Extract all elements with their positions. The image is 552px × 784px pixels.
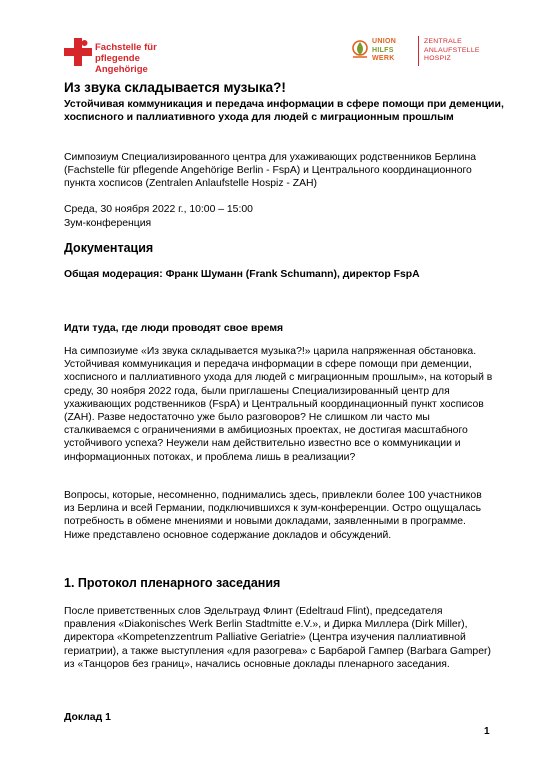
union-hilfswerk-zah-logo xyxy=(350,36,500,68)
fachstelle-logo-text xyxy=(95,42,194,75)
intro-paragraph: Симпозиум Специализированного центра для ухаживающих родственников Берлина (Fachstelle für pflegende Angehörige Berlin - FspA) и Центрального координационного пункта хосписов (Zentralen Anlaufstelle Hospiz - ZAH) xyxy=(64,152,476,190)
zah-line3: HOSPIZ xyxy=(424,55,452,62)
document-subtitle: Устойчивая коммуникация и передача информации в сфере помощи при деменции, хосписного и паллиативного ухода для людей с миграционным прошлым xyxy=(64,98,504,123)
protocol-heading: 1. Протокол пленарного заседания xyxy=(64,576,281,590)
zah-text xyxy=(424,38,480,64)
uhw-line3: WERK xyxy=(372,55,395,62)
moderation-line: Общая модерация: Франк Шуманн (Frank Schumann), директор FspA xyxy=(64,269,420,280)
date-line: Среда, 30 ноября 2022 г., 10:00 – 15:00 xyxy=(64,204,253,215)
report-label: Доклад 1 xyxy=(64,712,111,723)
zah-line1: ZENTRALE xyxy=(424,38,462,45)
uhw-line1: UNION xyxy=(372,38,397,45)
puzzle-cross-icon xyxy=(64,38,92,66)
logo-divider xyxy=(418,36,419,66)
uhw-line2: HILFS xyxy=(372,46,394,54)
leaf-icon xyxy=(350,39,370,63)
paragraph-2: Вопросы, которые, несомненно, поднимались здесь, привлекли более 100 участников из Берлина и всей Германии, подключившихся к зум-конференции. Остро ощущалась потребность в обмене мнениями и новыми докладами, заявленными в программе. Ниже представлено основное содержание докладов и обсуждений. xyxy=(64,490,482,541)
section-heading: Идти туда, где люди проводят свое время xyxy=(64,323,284,334)
paragraph-1: На симпозиуме «Из звука складывается музыка?!» царила напряженная обстановка. Устойчивая коммуникация и передача информации в сфере помощи при деменции, хосписного и паллиативного ухода для людей с миграционным прошлым», на который в среду, 30 ноября 2022 года, были приглашены Специализированный центр для ухаживающих родственников (FspA) и Центральный координационный пункт хосписов (ZAH). Разве недостаточно уже было разговоров? Не слишком ли часто мы сталкиваемся с ограничениями в амбициозных проектах, не достигая масштабного устойчивого успеха? Неужели нам действительно известно все о коммуникации и информационных потоках, и проблема лишь в реализации? xyxy=(64,346,493,463)
page-number: 1 xyxy=(484,726,490,737)
paragraph-3: После приветственных слов Эдельтрауд Флинт (Edeltraud Flint), председателя правления «Diakonisches Werk Berlin Stadtmitte e.V.», и Дирка Миллера (Dirk Miller), директора «Kompetenzzentrum Palliative Geriatrie» (Центра изучения паллиативной гериатрии), а также выступления «для разогрева» с Барбарой Гампер (Barbara Gamper) из «Танцоров без границ», начались основные доклады пленарного заседания. xyxy=(64,606,491,670)
fachstelle-logo xyxy=(64,36,194,75)
document-title: Из звука складывается музыка?! xyxy=(64,80,286,95)
fachstelle-logo-line1: Fachstelle für xyxy=(95,42,157,53)
documentation-heading: Документация xyxy=(64,241,154,255)
union-hilfswerk-text xyxy=(372,38,396,64)
format-line: Зум-конференция xyxy=(64,218,152,229)
fachstelle-logo-line2: pflegende Angehörige xyxy=(95,53,148,75)
zah-line2: ANLAUFSTELLE xyxy=(424,46,480,54)
